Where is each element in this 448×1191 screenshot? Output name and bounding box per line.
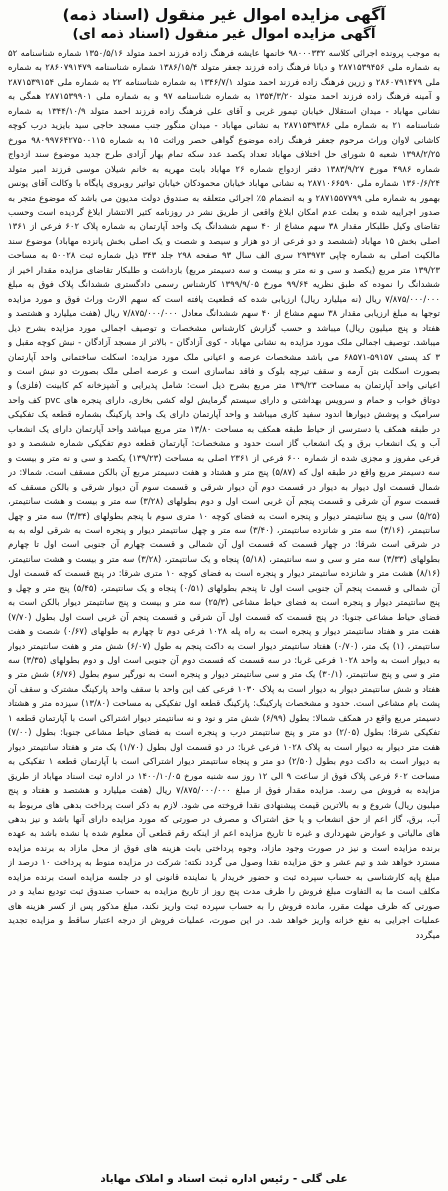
notice-subtitle: آگهی مزایده اموال غیر منقول (اسناد ذمه ای) (72, 26, 376, 42)
notice-body: به موجب پرونده اجرائی کلاسه ۹۸۰۰۰۳۳۲ خانمها عایشه فرهنگ زاده فرزند احمد متولد ۱۳۵۰/۵/۱۶ شماره شناسنامه ۵۲ به شماره ملی ۲۸۷۱۵۳۹۴۵۶ و دیانا فرهنگ زاده فرزند جعفر متولد ۱۳۸۶/۱۵/۴ شماره شناسنامه ۲۸۶۰۷۹۱۴۷۹ به شماره ملی ۲۸۶۰۷۹۱۴۷۹ و زرین فرهنگ زاده فرزند احمد متولد ۱۳۴۶/۷/۱ به شماره شناسنامه ۲۲ به شماره ملی ۲۸۷۱۵۳۹۱۵۴ و آمینه فرهنگ زاده فرزند احمد متولد ۱۳۵۴/۳/۲۰ به شماره شناسنامه ۹۷ و به شماره ملی ۲۸۷۱۵۳۹۹۰۱ همگی به نشانی مهاباد - میدان استقلال خیابان تیمور غربی و آقای علی فرهنگ زاده فرزند احمد متولد ۱۳۴۴/۱۰/۹ به شماره شناسنامه ۲۱ به شماره ملی ۲۸۷۱۵۳۹۳۸۶ به نشانی مهاباد - میدان منگور جنب مسجد حاجی سید بایزید درب کوچه کاشانی لاوان وراث مرحوم جعفر فرهنگ زاده موضوع گواهی حصر وراثت ۱۵ به شماره ۹۸۰۹۹۷۶۴۲۷۵۰۰۱۱۵ مورخ ۱۳۹۸/۲/۲۵ شعبه ۵ شورای حل اختلاف مهاباد تعداد یکصد عدد سکه تمام بهار آزادی طرح جدید موضوع سند ازدواج شماره ۴۹۸۶ مورخ ۱۳۸۳/۹/۲۷ دفتر ازدواج شماره ۲۶ مهاباد بابت مهریه به خانم شیلان موسی فرزند امیر متولد ۱۳۶۰/۶/۲۴ شماره ملی ۲۸۷۱۰۶۶۵۹۰ به نشانی مهاباد خیابان محمودکان خیابان تواتیر روبروی پایگاه با وکالت آقای یونس بهمور به شماره ملی ۲۸۷۱۵۵۷۷۹۹ و به انضمام ۵٪ اجرائی متعلقه به صندوق دولت مدیون می باشد که موضوع متجر به صدور اجراییه شده و بعلت عدم امکان ابلاغ واقعی از طریق نشر در روزنامه کثیر الانتشار ابلاغ گردیده است وحسب تقاضای وکیل طلبکار مقدار ۳۸ سهم مشاع از ۴۰ سهم ششدانگ یک واحد آپارتمان به شماره پلاک ۶۰۲ فرعی از ۱۳۶۱ اصلی بخش ۱۵ مهاباد (ششصد و دو فرعی از دو هزار و سیصد و شصت و یک اصلی بخش پانزده مهاباد) موضوع سند مالکیت اصلی به شماره چاپی ۲۹۳۹۷۳ سری الف سال ۹۳ صفحه ۲۹۸ جلد ۳۴۳ ذیل شماره ثبت ۵۰۰۲۸ به مساحت ۱۳۹/۲۳ متر مربع (یکصد و سی و نه متر و بیست و سه دسیمتر مربع) بازداشت و طلبکار تقاضای مزایده مقدار اخیر از ششدانگ را نموده که طبق نظریه ۹۹/۶۴ مورخ ۱۳۹۹/۹/۰۵ کارشناس رسمی دادگستری ششدانگ پلاک فوق به مبلغ ۷/۸۷۵/۰۰۰/۰۰۰ ریال (نه میلیارد ریال) ارزیابی شده که قطعیت یافته است که سهم الارث وراث فوق و مورد مزایده توجها به مبلغ ارزیابی مقدار ۳۸ سهم مشاع از ۴۰ سهم ششدانگ معادل ۷/۸۷۵/۰۰۰/۰۰۰ ریال (هفت میلیارد و هشتصد و هفتاد و پنج میلیون ریال) میباشد و حسب گزارش کارشناس مشخصات و توصیف اجمالی مورد مزایده بشرح ذیل میباشد. توصیف اجمالی ملک مورد مزایده به نشانی مهاباد - کوی آزادگان - بالاتر از مسجد آزادگان - نبش کوچه مقبل و ۳ کد پستی ۵۹۱۵۷-۶۸۵۷۱ می باشد مشخصات عرصه و اعیانی ملک مورد مزایده: اسکلت ساختمانی واحد آپارتمان بصورت اسکلت بتن آرمه و سقف تیرچه بلوک و فاقد نماسازی است و عرصه اصلی ملک بصورت دو نبش است و اعیانی واحد آپارتمان به مساحت ۱۳۹/۲۳ متر مربع بشرح ذیل است: شامل پذیرایی و آشپزخانه کم کابینت (فلزی) و دوتاق خواب و حمام و سرویس بهداشتی و دارای سیستم گرمایش لوله کشی بخاری، دارای پنجره های pvc کف واحد سرامیک و پوشش دیوارها اندود سفید کاری میباشد و واحد آپارتمان دارای یک واحد پارکینگ بشماره قطعه یک تفکیکی در طبقه همکف یا دسترسی از حیاط طبقه همکف به مساحت ۱۳/۸۰ متر مربع میباشد واحد آپارتمان دارای یک انشعاب آب و یک انشعاب برق و یک انشعاب گاز است حدود و مشخصات: آپارتمان قطعه دوم تفکیکی شماره ششصد و دو فرعی مفروز و مجزی شده از شماره ۶۰۰ فرعی از ۲۳۶۱ اصلی به مساحت (۱۳۹/۲۳) یکصد و سی و نه متر و بیست و سه دسیمتر مربع واقع در طبقه اول که (۵/۸۷) پنج متر و هشتاد و هفت دسیمتر مربع آن بالکن مسقف است. شمالا: در شمال قسمت اول دیوار به دیوار در قسمت دوم آن دیوار شرقی و قسمت سوم آن دیوار شرقی و بالکن مسقف که قسمت سوم آن شرقی و قسمت پنجم آن غربی است اول و دوم بطولهای (۳/۲۸) سه متر و بیست و هشت سانتیمتر، (۵/۲۵) سی و پنج سانتیمتر دیوار و پنجره است به فضای کوچه ۱۰ متری سوم با پنجم بطولهای (۳/۳۴) سه متر و چهل سانتیمتر، (۳/۱۶) سه متر و شانزده سانتیمتر، (۳/۴۰) سه متر و چهل سانتیمتر دیوار و پنجره است به شرقی لوله به به در شرقی است شرقا: در چهار قسمت که قسمت اول آن شمالی و قسمت چهارم آن جنوبی است اول تا چهارم بطولهای (۳/۳۳) سه متر و سی و سه سانتیمتر، (۵/۱۸) پنجاه و یک سانتیمتر، (۳/۲۸) سه متر و بیست و هشت سانتیمتر، (۸/۱۶) هشت متر و شانزده سانتیمتر دیوار و پنجره است به فضای کوچه ۱۰ متری شرقا: در پنج قسمت که قسمت اول آن شمالی و قسمت پنجم آن جنوبی است اول تا پنجم بطولهای (۰/۵۱) پنجاه و یک سانتیمتر، (۵/۴۵) پنج متر و چهل و پنج سانتیمتر دیوار و پنجره است به فضای حیاط مشاعی (۲۵/۳) سه متر و بیست و پنج سانتیمتر دیوار بالکن است به فضای حیاط مشاعی جنوبا: در پنج قسمت که قسمت اول آن شرقی و قسمت پنجم آن غربی است اول بطول (۷/۷۰) هفت متر و هفتاد سانتیمتر دیوار و پنجره است به راه پله ۱۰۲۸ فرعی دوم تا چهارم به طولهای (۰/۶۷) شصت و هفت سانتیمتر، (۱) یک متر، (۰/۷۰) هفتاد سانتیمتر دیوار است به داکت پنجم به طول (۶/۰۷) شش متر و هفت سانتیمتر دیوار به دیوار است به واحد ۱۰۲۸ فرعی غربا: در سه قسمت که قسمت دوم آن جنوبی است اول و دوم بطولهای (۳/۳۵) سه متر و سی و پنج سانتیمتر، (۳۰/۱) یک متر و سی سانتیمتر دیوار و پنجره است به نورگیر سوم بطول (۶/۷۶) شش متر و هفتاد و شش سانتیمتر دیوار به دیوار است به پلاک ۱۰۳۰ فرعی کف این واحد با سقف واحد پارکینگ مشترک و سقف آن پشت بام مشاعی است. حدود و مشخصات پارکینگ: پارکینگ قطعه اول تفکیکی به مساحت (۱۳/۸۰) سیزده متر و هشتاد دسیمتر مربع واقع در همکف شمالا: بطول (۶/۹۹) شش متر و نود و نه سانتیمتر دیوار اشتراکی است با آپارتمان قطعه ۱ تفکیکی شرقا: بطول (۲/۰۵) دو متر و پنج سانتیمتر درب و پنجره است به فضای حیاط مشاعی جنوبا: بطول (۷/۰۰) هفت متر دیوار به دیوار است به پلاک ۱۰۲۸ فرعی غربا: در دو قسمت اول بطول (۱/۷۰) یک متر و هفتاد سانتیمتر دیوار به دیوار است به داکت دوم بطول (۲/۵۰) دو متر و پنجاه سانتیمتر دیوار اشتراکی است با آپارتمان قطعه ۱ تفکیکی به مساحت ۶۰۲ فرعی پلاک فوق از ساعت ۹ الی ۱۲ روز سه شنبه مورخ ۱۴۰۰/۱۰/۰۵ در اداره ثبت اسناد مهاباد از طریق مزایده به فروش می رسد. مزایده مقدار فوق از مبلغ ۷/۸۷۵/۰۰۰/۰۰۰ ریال (هفت میلیارد و هشتصد و هفتاد و پنج میلیون ریال) شروع و به بالاترین قیمت پیشنهادی نقدا فروخته می شود. لازم به ذکر است پرداخت بدهی های مربوط به آب، برق، گاز اعم از حق انشعاب و یا حق اشتراک و مصرف در صورتی که مورد مزایده دارای آنها باشد و نیز بدهی های مالیاتی و عوارض شهرداری و غیره تا تاریخ مزایده اعم از اینکه رقم قطعی آن معلوم شده یا نشده باشد به عهده برنده مزایده است و نیز در صورت وجود مازاد، وجوه پرداختی بابت هزینه های فوق از محل مازاد به برنده مزایده مسترد خواهد شد و تیم عشر و حق مزایده نقدا وصول می گردد نکته: شرکت در مزایده منوط به پرداخت ۱۰ درصد از مبلغ پایه کارشناسی به حساب سپرده ثبت و حضور خریدار یا نماینده قانونی او در جلسه مزایده است برنده مزایده مکلف است ما به التفاوت مبلغ فروش را ظرف مدت پنج روز از تاریخ مزایده به حساب صندوق ثبت تودیع نماید و در صورتی که ظرف مهلت مقرر، مانده فروش را به حساب سپرده ثبت واریز نکند، مبلغ مذکور پس از کسر هزینه های عملیات اجرایی به نفع خزانه واریز خواهد شد. در این صورت، عملیات فروش از درجه اعتبار ساقط و مزایده تجدید میگردد (8, 49, 440, 941)
notice-title: آگهی مزایده اموال غیر منقول (اسناد ذمه) (62, 6, 386, 24)
notice-signature: علی گلی - رئیس اداره ثبت اسناد و املاک مهاباد (100, 1173, 348, 1185)
